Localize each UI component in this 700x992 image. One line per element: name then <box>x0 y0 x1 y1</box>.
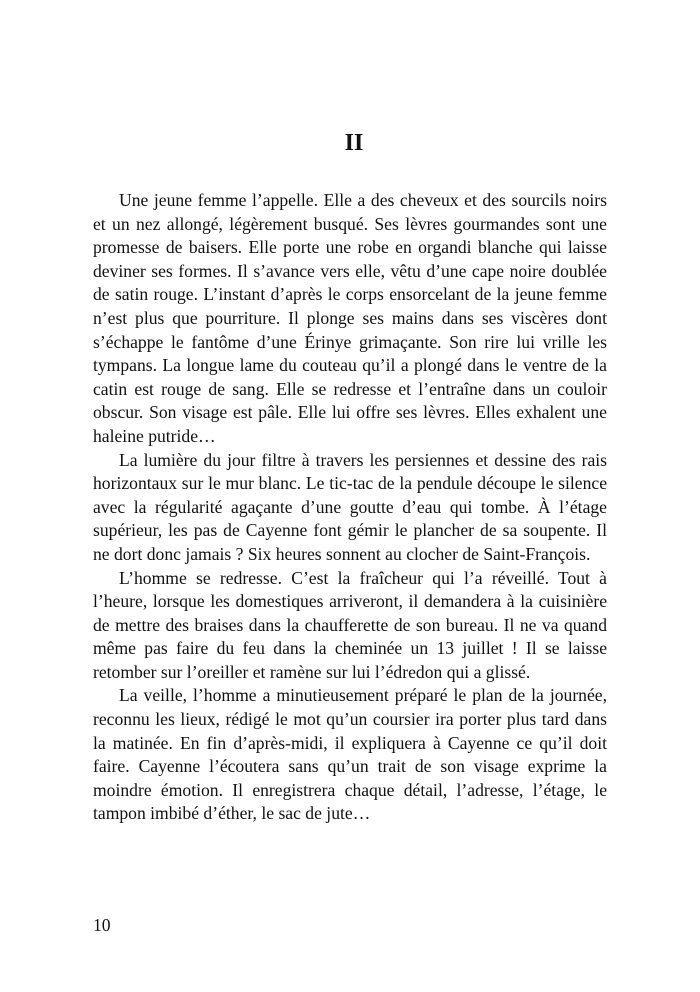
paragraph-3: L’homme se redresse. C’est la fraîcheur qui l’a réveillé. Tout à l’heure, lorsque les domestiques arriveront, il demandera à la cuisinière de mettre des braises dans la chaufferette de son bureau. Il ne va quand même pas faire du feu dans la cheminée un 13 juillet ! Il se laisse retomber sur l’oreiller et ramène sur lui l’édredon qui a glissé. <box>93 567 607 682</box>
paragraph-4: La veille, l’homme a minutieusement préparé le plan de la journée, reconnu les lieux, rédigé le mot qu’un coursier ira porter plus tard dans la matinée. En fin d’après-midi, il expliquera à Cayenne ce qu’il doit faire. Cayenne l’écoutera sans qu’un trait de son visage exprime la moindre émotion. Il enregistrera chaque détail, l’adresse, l’étage, le tampon imbibé d’éther, le sac de jute… <box>93 685 607 824</box>
body-text <box>93 189 607 826</box>
paragraph-2: La lumière du jour filtre à travers les persiennes et dessine des rais horizontaux sur le mur blanc. Le tic-tac de la pendule découpe le silence avec la régularité agaçante d’une goutte d’eau qui tombe. À l’étage supérieur, les pas de Cayenne font gémir le plancher de sa soupente. Il ne dort donc jamais ? Six heures sonnent au clocher de Saint-François. <box>93 449 607 564</box>
paragraph-1: Une jeune femme l’appelle. Elle a des cheveux et des sourcils noirs et un nez allongé, légèrement busqué. Ses lèvres gourmandes sont une promesse de baisers. Elle porte une robe en organdi blanche qui laisse deviner ses formes. Il s’avance vers elle, vêtu d’une cape noire doublée de satin rouge. L’instant d’après le corps ensorcelant de la jeune femme n’est plus que pourriture. Il plonge ses mains dans ses viscères dont s’échappe le fantôme d’une Érinye grimaçante. Son rire lui vrille les tympans. La longue lame du couteau qu’il a plongé dans le ventre de la catin est rouge de sang. Elle se redresse et l’entraîne dans un couloir obscur. Son visage est pâle. Elle lui offre ses lèvres. Elles exhalent une haleine putride… <box>93 190 607 446</box>
chapter-title: II <box>344 130 364 156</box>
page-number: 10 <box>93 915 111 935</box>
